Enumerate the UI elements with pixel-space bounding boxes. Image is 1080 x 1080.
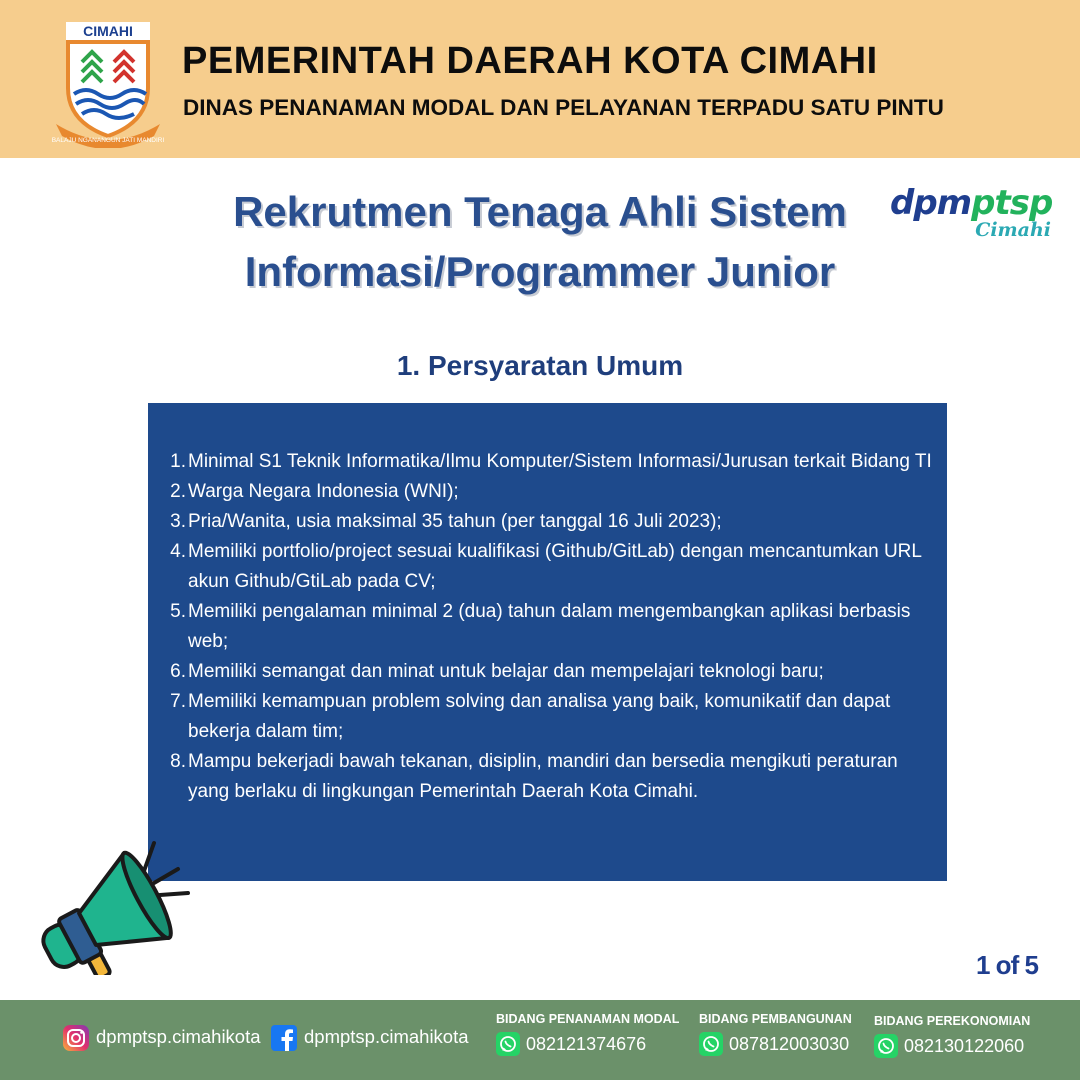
requirement-number: 1. [170,451,186,472]
brand-part-dpm: dpm [890,183,972,223]
instagram-icon [62,1024,90,1052]
contact-perekonomian [874,1014,1030,1060]
requirement-item [168,537,938,597]
requirement-number: 5. [170,601,186,622]
recruitment-title [150,182,930,302]
contact-title: BIDANG PENANAMAN MODAL [496,1012,680,1026]
requirement-number: 2. [170,481,186,502]
requirement-item [168,747,938,807]
contact-title: BIDANG PEREKONOMIAN [874,1014,1031,1028]
crest-motto: BALAJU NGANANGUN JATI MANDIRI [52,137,164,144]
requirement-text: Warga Negara Indonesia (WNI); [188,481,459,502]
brand-part-ptsp: ptsp [971,183,1053,223]
requirement-item [168,447,938,477]
requirement-number: 3. [170,511,186,532]
contact-penanaman-modal [496,1012,679,1058]
department-subtitle: DINAS PENANAMAN MODAL DAN PELAYANAN TERPADU SATU PINTU [183,95,944,120]
header-banner [0,0,1080,158]
megaphone-icon [26,835,196,975]
requirement-text: Minimal S1 Teknik Informatika/Ilmu Komputer/Sistem Informasi/Jurusan terkait Bidang TI [188,451,932,472]
requirement-number: 7. [170,691,186,712]
contact-phone: 082121374676 [526,1034,647,1054]
contact-pembangunan [699,1012,852,1058]
dpmptsp-wordmark [890,183,1052,223]
recruitment-title-line-1: Rekrutmen Tenaga Ahli Sistem [233,188,847,235]
whatsapp-icon [699,1032,723,1056]
facebook-icon [270,1024,298,1052]
contact-phone: 087812003030 [729,1034,850,1054]
crest-label: CIMAHI [83,23,133,39]
requirement-number: 8. [170,751,186,772]
cimahi-crest-logo [52,18,164,148]
footer-bar [0,1000,1080,1080]
requirement-text: Mampu bekerjadi bawah tekanan, disiplin, mandiri dan bersedia mengikuti peraturan yang berlaku di lingkungan Pemerintah Daerah Kota Cimahi. [188,751,898,802]
facebook-handle: dpmptsp.cimahikota [304,1026,469,1047]
contact-phone: 082130122060 [904,1036,1025,1056]
requirement-item [168,657,938,687]
requirement-text: Memiliki pengalaman minimal 2 (dua) tahun dalam mengembangkan aplikasi berbasis web; [188,601,911,652]
instagram-handle: dpmptsp.cimahikota [96,1026,261,1047]
brand-city: Cimahi [975,219,1051,241]
contact-title: BIDANG PEMBANGUNAN [699,1012,852,1026]
requirement-text: Memiliki kemampuan problem solving dan analisa yang baik, komunikatif dan dapat bekerja dalam tim; [188,691,891,742]
government-title: PEMERINTAH DAERAH KOTA CIMAHI [182,40,878,82]
requirement-text: Memiliki portfolio/project sesuai kualifikasi (Github/GitLab) dengan mencantumkan URL akun Github/GtiLab pada CV; [188,541,922,592]
requirement-text: Pria/Wanita, usia maksimal 35 tahun (per tanggal 16 Juli 2023); [188,511,722,532]
recruitment-title-line-2: Informasi/Programmer Junior [244,248,836,295]
section-title: 1. Persyaratan Umum [396,350,684,381]
requirements-list [168,447,938,807]
requirement-text: Memiliki semangat dan minat untuk belajar dan mempelajari teknologi baru; [188,661,824,682]
contact-phone-link[interactable] [496,1032,679,1058]
requirement-item [168,687,938,747]
whatsapp-icon [874,1034,898,1058]
whatsapp-icon [496,1032,520,1056]
requirement-item [168,597,938,657]
contact-phone-link[interactable] [874,1034,1030,1060]
page-indicator: 1 of 5 [976,950,1038,980]
requirements-panel [148,403,947,881]
requirement-number: 6. [170,661,186,682]
dpmptsp-logo [890,183,1055,245]
contact-phone-link[interactable] [699,1032,852,1058]
requirement-number: 4. [170,541,186,562]
requirement-item [168,507,938,537]
requirement-item [168,477,938,507]
